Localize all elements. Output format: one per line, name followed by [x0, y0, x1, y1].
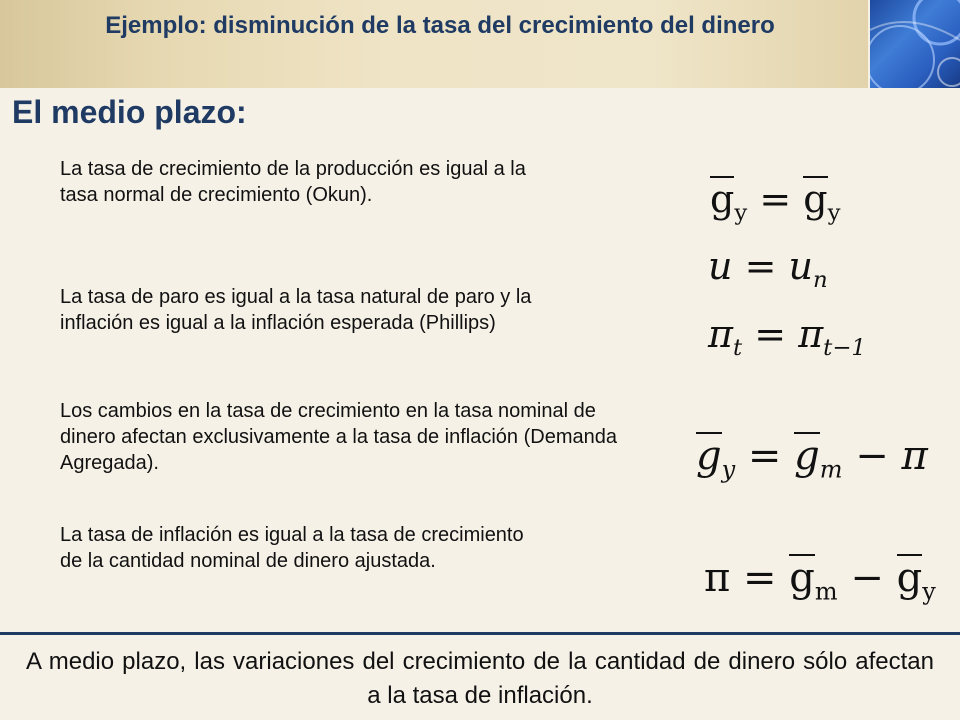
equation-subscript: m: [819, 455, 843, 484]
equation-subscript: y: [827, 199, 841, 226]
equation-unemployment: [708, 244, 828, 293]
equation-term: π: [798, 312, 824, 356]
equation-term: g: [789, 555, 815, 601]
paragraph-phillips: La tasa de paro es igual a la tasa natural de paro y la inflación es igual a la inflación esperada (Phillips): [60, 286, 532, 334]
equation-subscript: y: [734, 199, 748, 226]
equation-subscript: t: [732, 334, 743, 361]
equation-operator: =: [754, 312, 787, 356]
equation-term: g: [794, 433, 820, 479]
publisher-logo-icon: [870, 0, 960, 88]
equation-term: u: [788, 244, 813, 288]
equation-inflation-money: [704, 554, 936, 605]
paragraph-aggregate-demand: Los cambios en la tasa de crecimiento en la tasa nominal de dinero afectan exclusivamente a la tasa de inflación (Demanda Agregada).: [60, 400, 617, 474]
equation-aggregate-demand: [696, 432, 928, 483]
slide-title: Ejemplo: disminución de la tasa del crecimiento del dinero: [105, 12, 775, 39]
equation-subscript: n: [813, 266, 828, 293]
section-heading: El medio plazo:: [12, 94, 247, 130]
equation-term: π: [704, 555, 731, 601]
equation-operator: =: [744, 244, 777, 288]
paragraph-inflation: La tasa de inflación es igual a la tasa de crecimiento de la cantidad nominal de dinero ajustada.: [60, 524, 524, 572]
paragraph-okun: La tasa de crecimiento de la producción es igual a la tasa normal de crecimiento (Okun).: [60, 158, 526, 206]
equation-output-growth: [710, 176, 840, 226]
equation-operator: =: [747, 433, 782, 479]
equation-subscript: y: [721, 455, 736, 484]
equation-operator: −: [855, 433, 889, 479]
equation-inflation-expected: [708, 312, 866, 361]
equation-term: u: [708, 244, 733, 288]
equation-term: g: [896, 555, 923, 601]
equation-operator: =: [759, 177, 792, 221]
equation-term: π: [708, 312, 733, 356]
equation-term: g: [696, 433, 722, 479]
equation-operator: =: [743, 555, 777, 601]
slide-header: [0, 0, 868, 88]
conclusion-text: A medio plazo, las variaciones del crecimiento de la cantidad de dinero sólo afectan a la tasa de inflación.: [26, 648, 934, 709]
equation-operator: −: [850, 555, 884, 601]
equation-subscript: m: [814, 577, 838, 606]
equation-subscript: y: [922, 577, 936, 606]
equation-term: g: [710, 177, 735, 221]
conclusion-box: [0, 632, 960, 720]
equation-subscript: t−1: [823, 334, 866, 361]
equation-term: g: [803, 177, 828, 221]
equation-term: π: [901, 433, 928, 479]
